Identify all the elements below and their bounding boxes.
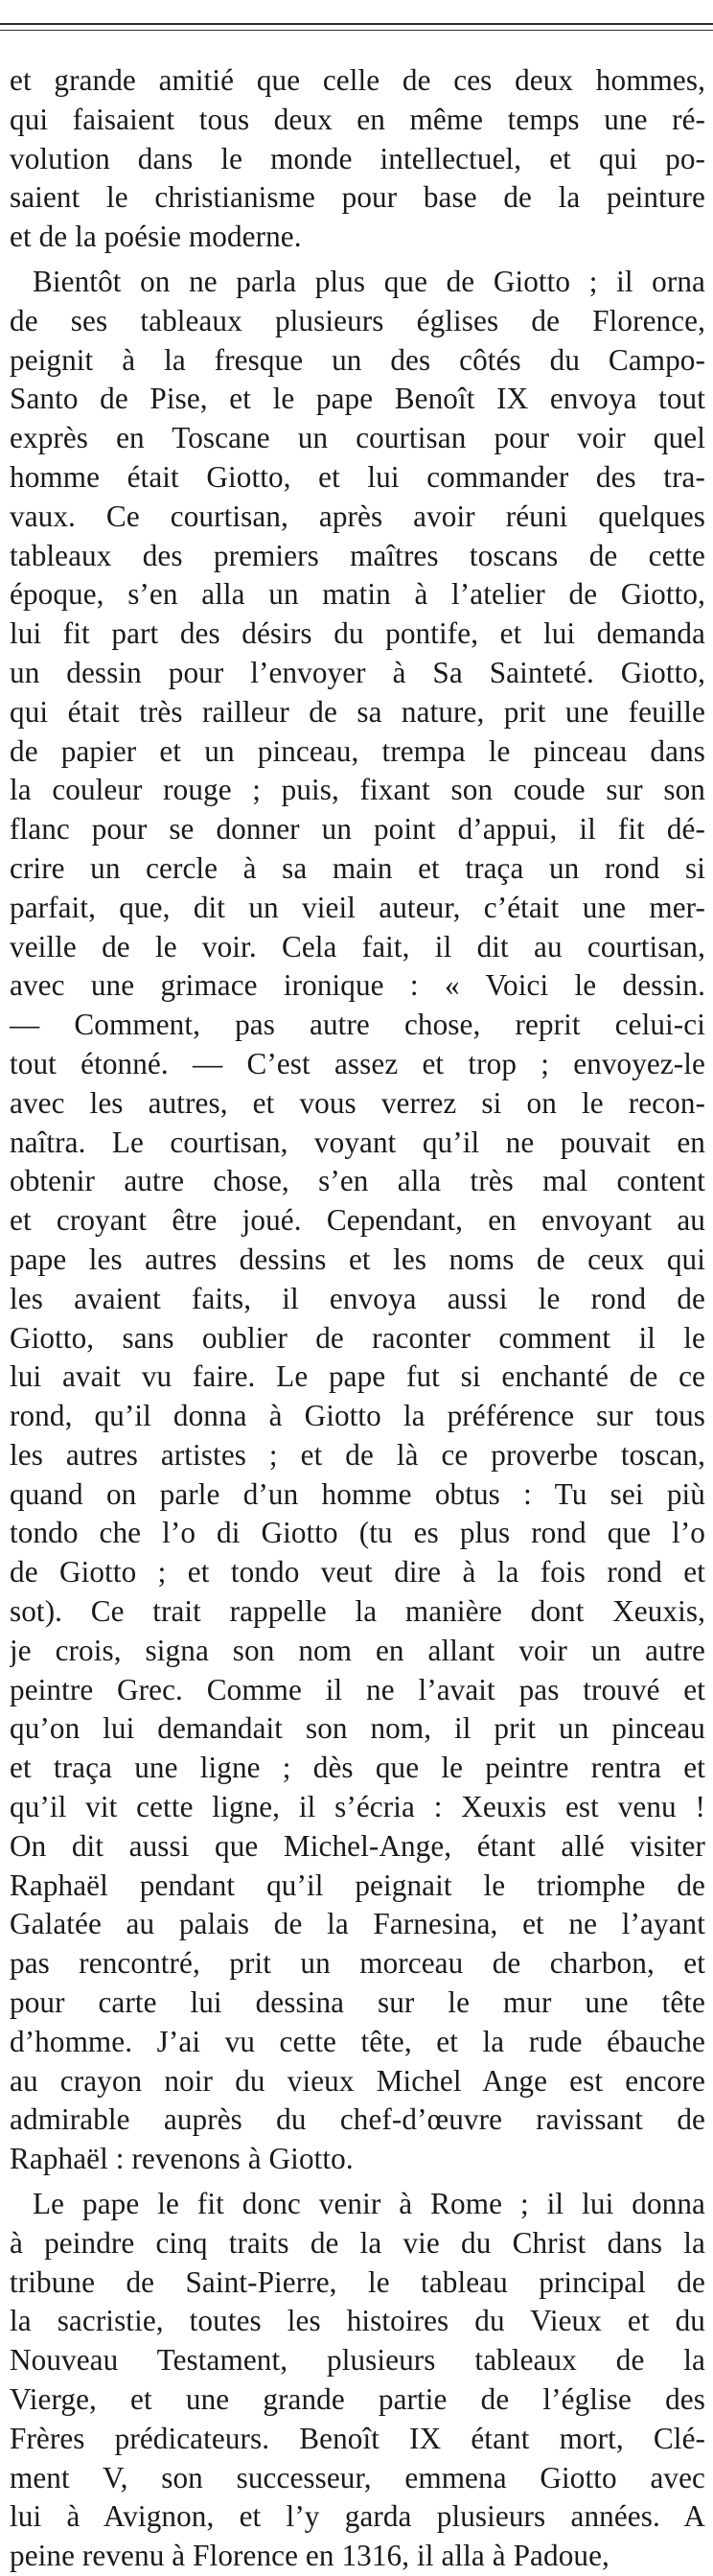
text-line: ment V, son successeur, emmena Giotto avec (10, 2460, 705, 2495)
text-line: et de la poésie moderne. (10, 220, 302, 254)
text-line: exprès en Toscane un courtisan pour voir quel (10, 421, 705, 455)
text-line: parfait, que, dit un vieil auteur, c’était une mer- (10, 890, 705, 924)
text-line: Frères prédicateurs. Benoît IX étant mort, Clé- (10, 2421, 705, 2455)
text-line: tribune de Saint-Pierre, le tableau principal de (10, 2264, 705, 2299)
text-line: Galatée au palais de la Farnesina, et ne l’ayant (10, 1907, 705, 1941)
text-line: Bientôt on ne parla plus que de Giotto ; il orna (33, 264, 705, 298)
text-line: tableaux des premiers maîtres toscans de cette (10, 538, 705, 572)
text-line: les autres artistes ; et de là ce proverbe toscan, (10, 1437, 705, 1472)
text-line: — Comment, pas autre chose, reprit celui-ci (10, 1008, 705, 1042)
paragraph (10, 61, 705, 257)
text-line: pape les autres dessins et les noms de ceux qui (10, 1242, 705, 1276)
text-line: lui avait vu faire. Le pape fut si enchanté de ce (10, 1359, 705, 1394)
text-line: sot). Ce trait rappelle la manière dont Xeuxis, (10, 1594, 705, 1629)
text-line: de Giotto ; et tondo veut dire à la fois rond et (10, 1555, 705, 1590)
text-line: saient le christianisme pour base de la peinture (10, 180, 705, 215)
text-line: les avaient faits, il envoya aussi le rond de (10, 1281, 705, 1315)
text-line: vaux. Ce courtisan, après avoir réuni quelques (10, 499, 705, 533)
text-line: d’homme. J’ai vu cette tête, et la rude ébauche (10, 2024, 705, 2058)
top-rule (0, 23, 713, 25)
text-line: qui était très railleur de sa nature, prit une feuille (10, 694, 705, 729)
text-line: de papier et un pinceau, trempa le pinceau dans (10, 733, 705, 768)
text-line: et traça une ligne ; dès que le peintre rentra et (10, 1751, 705, 1785)
text-line: On dit aussi que Michel-Ange, étant allé visiter (10, 1828, 705, 1863)
text-line: rond, qu’il donna à Giotto la préférence sur tous (10, 1399, 705, 1433)
text-line: volution dans le monde intellectuel, et qui po- (10, 141, 705, 175)
text-line: crire un cercle à sa main et traça un rond si (10, 850, 705, 885)
text-line: admirable auprès du chef-d’œuvre ravissant de (10, 2102, 705, 2137)
text-line: qu’on lui demandait son nom, il prit un pinceau (10, 1711, 705, 1746)
text-line: de ses tableaux plusieurs églises de Florence, (10, 303, 705, 337)
text-line: flanc pour se donner un point d’appui, il fit dé- (10, 812, 705, 847)
text-line: peintre Grec. Comme il ne l’avait pas trouvé et (10, 1672, 705, 1706)
text-line: Santo de Pise, et le pape Benoît IX envoya tout (10, 382, 705, 416)
text-line: peine revenu à Florence en 1316, il alla à Padoue, (10, 2539, 610, 2573)
text-line: la couleur rouge ; puis, fixant son coude sur son (10, 773, 705, 807)
text-line: au crayon noir du vieux Michel Ange est encore (10, 2063, 705, 2098)
text-line: veille de le voir. Cela fait, il dit au courtisan, (10, 929, 705, 963)
text-line: qui faisaient tous deux en même temps une ré- (10, 102, 705, 136)
text-line: Raphaël pendant qu’il peignait le triomphe de (10, 1868, 705, 1902)
top-rule-thin (0, 30, 713, 31)
paragraph (10, 2185, 705, 2576)
text-line: lui fit part des désirs du pontife, et lui demanda (10, 616, 705, 651)
text-line: homme était Giotto, et lui commander des tra- (10, 459, 705, 494)
text-line: peignit à la fresque un des côtés du Campo- (10, 342, 705, 377)
page-body (10, 61, 705, 2576)
text-line: avec les autres, et vous verrez si on le recon- (10, 1085, 705, 1120)
text-line: naîtra. Le courtisan, voyant qu’il ne pouvait en (10, 1125, 705, 1159)
text-line: Raphaël : revenons à Giotto. (10, 2142, 354, 2176)
paragraph (10, 263, 705, 2179)
text-line: un dessin pour l’envoyer à Sa Sainteté. Giotto, (10, 655, 705, 689)
text-line: je crois, signa son nom en allant voir un autre (10, 1633, 705, 1667)
text-line: et croyant être joué. Cependant, en envoyant au (10, 1203, 705, 1238)
text-line: et grande amitié que celle de ces deux hommes, (10, 63, 705, 97)
text-line: avec une grimace ironique : « Voici le dessin. (10, 968, 705, 1003)
text-line: à peindre cinq traits de la vie du Christ dans la (10, 2225, 705, 2260)
text-line: pas rencontré, prit un morceau de charbon, et (10, 1946, 705, 1981)
text-line: Giotto, sans oublier de raconter comment il le (10, 1320, 705, 1355)
text-line: tout étonné. — C’est assez et trop ; envoyez-le (10, 1046, 705, 1080)
text-line: quand on parle d’un homme obtus : Tu sei più (10, 1476, 705, 1511)
text-line: époque, s’en alla un matin à l’atelier de Giotto, (10, 577, 705, 612)
text-line: Nouveau Testament, plusieurs tableaux de la (10, 2343, 705, 2378)
text-line: obtenir autre chose, s’en alla très mal content (10, 1164, 705, 1198)
text-line: qu’il vit cette ligne, il s’écria : Xeuxis est venu ! (10, 1790, 705, 1824)
text-line: Le pape le fit donc venir à Rome ; il lui donna (33, 2187, 705, 2221)
text-line: pour carte lui dessina sur le mur une tête (10, 1985, 705, 2020)
text-line: lui à Avignon, et l’y garda plusieurs années. A (10, 2499, 705, 2534)
text-line: tondo che l’o di Giotto (tu es plus rond que l’o (10, 1516, 705, 1550)
text-line: la sacristie, toutes les histoires du Vieux et du (10, 2304, 705, 2338)
text-line: Vierge, et une grande partie de l’église des (10, 2382, 705, 2417)
